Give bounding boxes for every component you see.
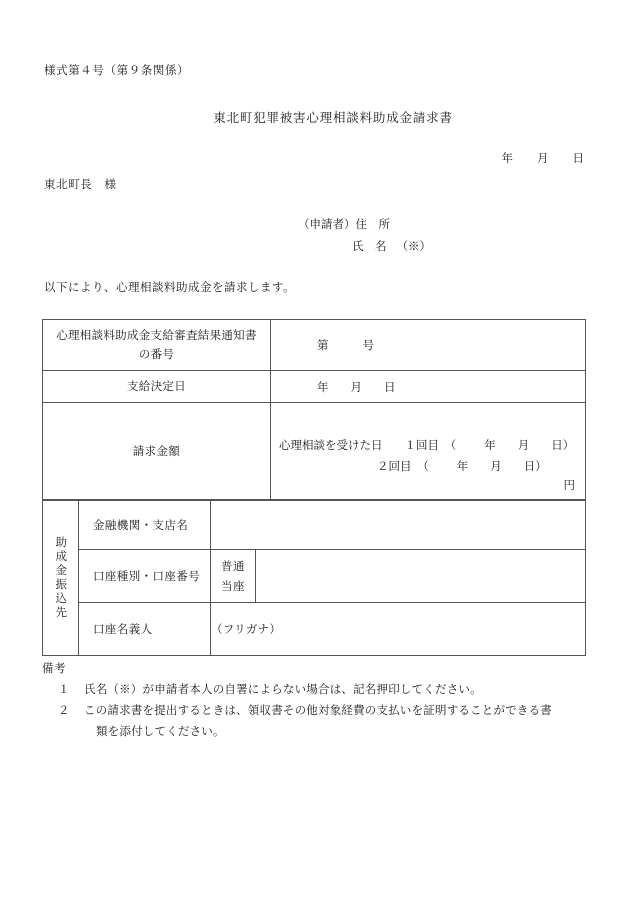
notice-number-label-cell [43,320,271,371]
table-row-account-number [43,550,586,603]
bank-transfer-table [42,500,586,656]
consultation-2-label: ２回目 （ [377,458,429,473]
consultation-dates-block [271,426,585,477]
remarks-item-2-number: ２ [58,703,70,717]
account-type-option-toza[interactable]: 当座 [221,579,245,593]
notice-number-value [271,333,585,357]
notice-number-suffix: 号 [362,338,374,352]
consultation-date-row-1 [279,435,585,456]
currency-unit-label: 円 [563,478,575,492]
account-holder-label: 口座名義人 [93,622,153,636]
account-number-value [256,572,585,580]
decision-date-label-cell [43,371,271,403]
account-number-value-cell[interactable] [256,550,586,603]
applicant-name-mark: （※） [396,239,431,253]
applicant-address-label: 住 所 [355,217,390,231]
account-type-option-futsu[interactable]: 普通 [221,559,245,573]
decision-day-label: 日 [384,379,396,394]
table-row-account-holder [43,603,586,656]
account-holder-label-cell [79,603,211,656]
table-row-bank-branch [43,501,586,550]
date-day-label: 日 [572,151,584,165]
notice-number-prefix: 第 [317,338,329,352]
decision-year-label: 年 [317,379,329,394]
claim-main-table [42,319,586,500]
notice-number-value-cell[interactable] [271,320,586,371]
bank-branch-label: 金融機関・支店名 [93,518,189,532]
lead-sentence: 以下により、心理相談料助成金を請求します。 [44,280,296,294]
decision-date-value-cell[interactable] [271,371,586,403]
consultation-1-day: 日） [551,437,575,452]
document-title: 東北町犯罪被害心理相談料助成金請求書 [213,110,453,125]
remarks-item-1 [42,679,594,700]
consultation-dates-label: 心理相談を受けた日 [279,437,383,452]
remarks-item-1-text: 氏名（※）が申請者本人の自署によらない場合は、記名押印してください。 [84,682,482,696]
notice-number-label-line2: の番号 [138,347,175,361]
consultation-1-month: 月 [517,437,530,452]
claim-amount-value-cell[interactable] [271,403,586,500]
applicant-prefix: （申請者） [298,217,356,231]
account-type-number-label: 口座種別・口座番号 [93,569,201,583]
claim-amount-label: 請求金額 [132,444,181,458]
bank-branch-label-cell [79,501,211,550]
applicant-block [298,213,431,257]
account-holder-furigana-label: （フリガナ） [211,622,282,636]
remarks-item-2-line1: この請求書を提出するときは、領収書その他対象経費の支払いを証明することができる書 [84,703,552,717]
remarks-section [42,658,594,742]
notice-number-label [43,320,270,370]
remarks-item-2-text [84,700,594,742]
account-type-options-cell[interactable] [211,550,256,603]
remarks-item-1-number: １ [58,682,70,696]
table-row-decision-date [43,371,586,403]
remarks-item-2-line2: 類を添付してください。 [96,724,225,738]
consultation-2-day: 日） [523,458,547,473]
bank-branch-value [211,521,585,529]
form-number: 様式第４号（第９条関係） [44,63,190,77]
addressee: 東北町長 様 [44,177,117,191]
decision-month-label: 月 [350,379,362,394]
consultation-date-row-2 [279,456,585,477]
table-row-claim-amount [43,403,586,500]
bank-section-vertical-label-cell [43,501,79,656]
applicant-name-label: 氏 名 [352,239,387,253]
consultation-1-year: 年 [484,437,496,452]
date-year-label: 年 [501,151,513,165]
account-holder-value-cell[interactable] [211,603,586,656]
applicant-address-row [298,213,431,235]
remarks-item-2 [42,700,594,742]
bank-section-vertical-label: 助成金振込先 [54,536,69,620]
remarks-title: 備考 [42,661,66,675]
notice-number-label-line1: 心理相談料助成金支給審査結果通知書 [56,328,257,342]
table-row-notice-number [43,320,586,371]
decision-date-label: 支給決定日 [127,379,186,393]
claim-amount-label-cell [43,403,271,500]
decision-date-value [271,375,585,399]
applicant-name-row [298,235,431,257]
account-type-number-label-cell [79,550,211,603]
date-month-label: 月 [537,151,549,165]
date-line [502,150,585,166]
consultation-1-label: １回目 （ [404,437,457,452]
consultation-2-month: 月 [490,458,502,473]
consultation-2-year: 年 [456,458,469,473]
bank-branch-value-cell[interactable] [211,501,586,550]
